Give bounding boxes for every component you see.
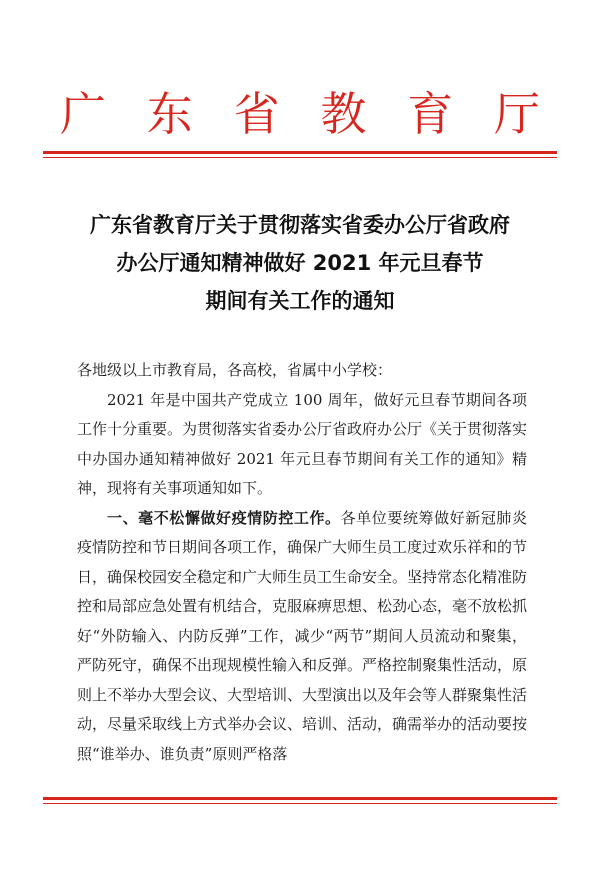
title-line: 期间有关工作的通知 [205,289,395,313]
footer-red-rule [43,797,557,804]
header-char: 东 [146,87,193,141]
rule-thick-line [43,151,557,154]
header-char: 省 [233,87,280,141]
document-body [77,356,527,769]
header-red-rule [43,151,557,158]
header-char: 教 [320,87,367,141]
section-1-paragraph [77,504,527,770]
rule-thin-line [43,157,557,158]
header-char: 广 [60,87,106,141]
rule-thin-line [43,803,557,804]
title-line: 广东省教育厅关于贯彻落实省委办公厅省政府 [90,213,510,237]
header-char: 育 [407,87,454,141]
section-1-heading: 一、毫不松懈做好疫情防控工作。 [107,508,341,527]
intro-paragraph: 2021 年是中国共产党成立 100 周年，做好元旦春节期间各项工作十分重要。为贯彻落实省委办公厅省政府办公厅《关于贯彻落实中办国办通知精神做好 2021 年元旦春节期间有关工作的通知》精神，现将有关事项通知如下。 [77,390,528,497]
title-line: 办公厅通知精神做好 2021 年元旦春节 [116,251,484,275]
document-title [40,206,560,320]
salutation: 各地级以上市教育局，各高校，省属中小学校： [77,361,393,379]
rule-thick-line [43,797,557,800]
header-char: 厅 [493,87,540,141]
section-1-text: 各单位要统筹做好新冠肺炎疫情防控和节日期间各项工作，确保广大师生员工度过欢乐祥和的节日，确保校园安全稳定和广大师生员工生命安全。坚持常态化精准防控和局部应急处置有机结合，克服麻痹思想、松劲心态，毫不放松抓好“外防输入、内防反弹”工作，减少“两节”期间人员流动和聚集，严防死守，确保不出现规模性输入和反弹。严格控制聚集性活动，原则上不举办大型会议、大型培训、大型演出以及年会等人群聚集性活动，尽量采取线上方式举办会议、培训、活动，确需举办的活动要按照“谁举办、谁负责”原则严格落 [77,508,528,763]
issuing-authority-header [60,86,540,142]
